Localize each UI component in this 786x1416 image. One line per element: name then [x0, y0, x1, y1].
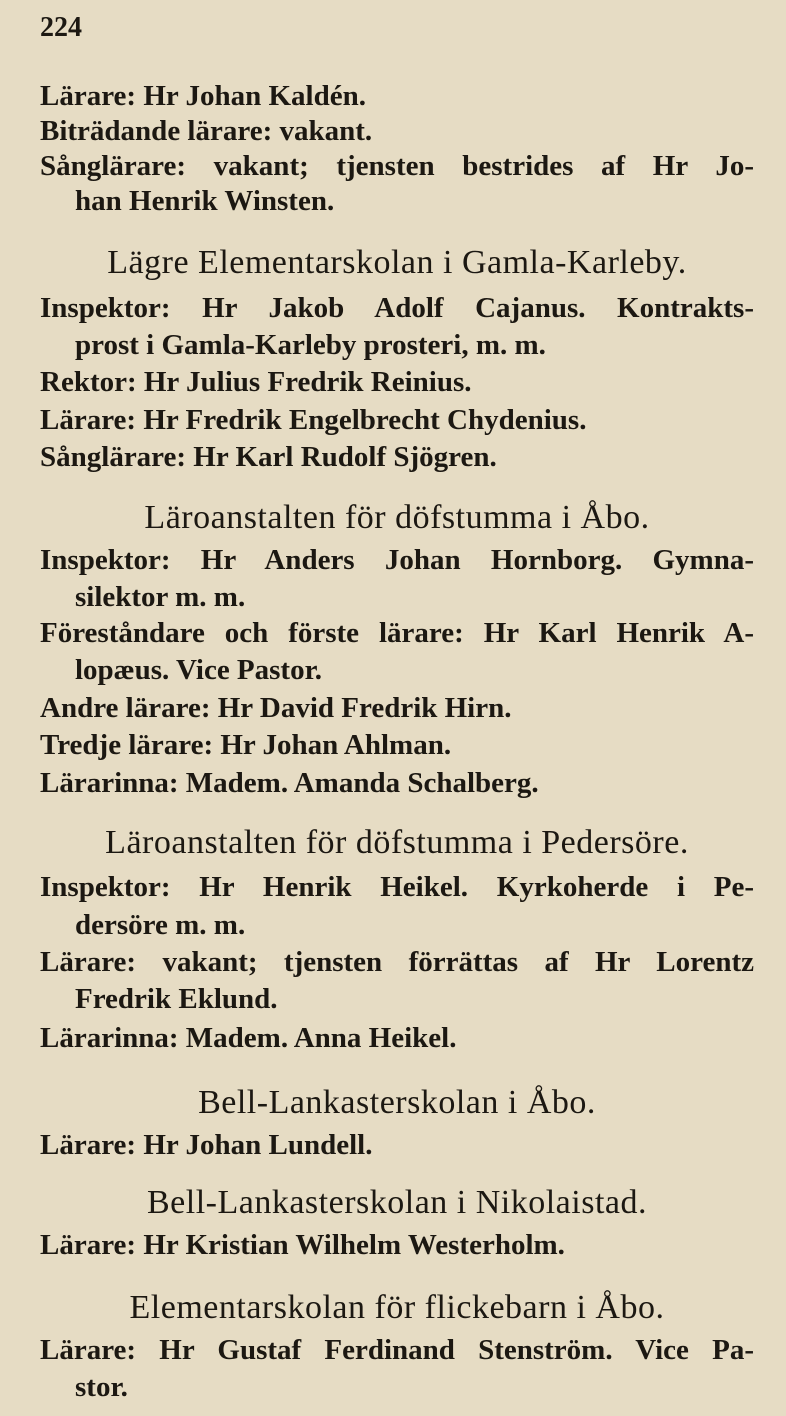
- section-heading: Läroanstalten för döfstumma i Pedersöre.: [105, 824, 689, 861]
- entry-line: Sånglärare: Hr Karl Rudolf Sjögren.: [40, 441, 497, 473]
- entry-line: Lärarinna: Madem. Anna Heikel.: [40, 1022, 457, 1054]
- entry-line: Biträdande lärare: vakant.: [40, 115, 373, 147]
- entry-line: silektor m. m.: [75, 581, 246, 613]
- page-number: 224: [40, 12, 82, 43]
- entry-line: Lärare: Hr Fredrik Engelbrecht Chydenius.: [40, 404, 587, 436]
- entry-line: Fredrik Eklund.: [75, 983, 278, 1015]
- entry-line: lopæus. Vice Pastor.: [75, 654, 323, 686]
- section-heading: Läroanstalten för döfstumma i Åbo.: [144, 499, 650, 536]
- entry-line: han Henrik Winsten.: [75, 185, 335, 217]
- section-heading: Bell-Lankasterskolan i Åbo.: [198, 1084, 596, 1121]
- entry-line: Inspektor: Hr Henrik Heikel. Kyrkoherde i Pe-: [40, 871, 754, 903]
- entry-line: Lärarinna: Madem. Amanda Schalberg.: [40, 767, 539, 799]
- entry-line: Föreståndare och förste lärare: Hr Karl Henrik A-: [40, 617, 754, 649]
- entry-line: Lärare: Hr Gustaf Ferdinand Stenström. Vice Pa-: [40, 1334, 754, 1366]
- entry-line: Lärare: Hr Kristian Wilhelm Westerholm.: [40, 1229, 565, 1261]
- entry-line: Rektor: Hr Julius Fredrik Reinius.: [40, 366, 472, 398]
- entry-line: prost i Gamla-Karleby prosteri, m. m.: [75, 329, 546, 361]
- entry-line: Tredje lärare: Hr Johan Ahlman.: [40, 729, 452, 761]
- entry-line: dersöre m. m.: [75, 909, 246, 941]
- entry-line: stor.: [75, 1371, 128, 1403]
- section-heading: Bell-Lankasterskolan i Nikolaistad.: [147, 1184, 647, 1221]
- section-heading: Elementarskolan för flickebarn i Åbo.: [129, 1289, 665, 1326]
- entry-line: Lärare: vakant; tjensten förrättas af Hr Lorentz: [40, 946, 754, 978]
- entry-line: Sånglärare: vakant; tjensten bestrides af Hr Jo-: [40, 150, 754, 182]
- entry-line: Inspektor: Hr Anders Johan Hornborg. Gymna-: [40, 544, 754, 576]
- entry-line: Inspektor: Hr Jakob Adolf Cajanus. Kontrakts-: [40, 292, 754, 324]
- entry-line: Lärare: Hr Johan Lundell.: [40, 1129, 373, 1161]
- entry-line: Lärare: Hr Johan Kaldén.: [40, 80, 366, 112]
- section-heading: Lägre Elementarskolan i Gamla-Karleby.: [107, 244, 687, 281]
- entry-line: Andre lärare: Hr David Fredrik Hirn.: [40, 692, 512, 724]
